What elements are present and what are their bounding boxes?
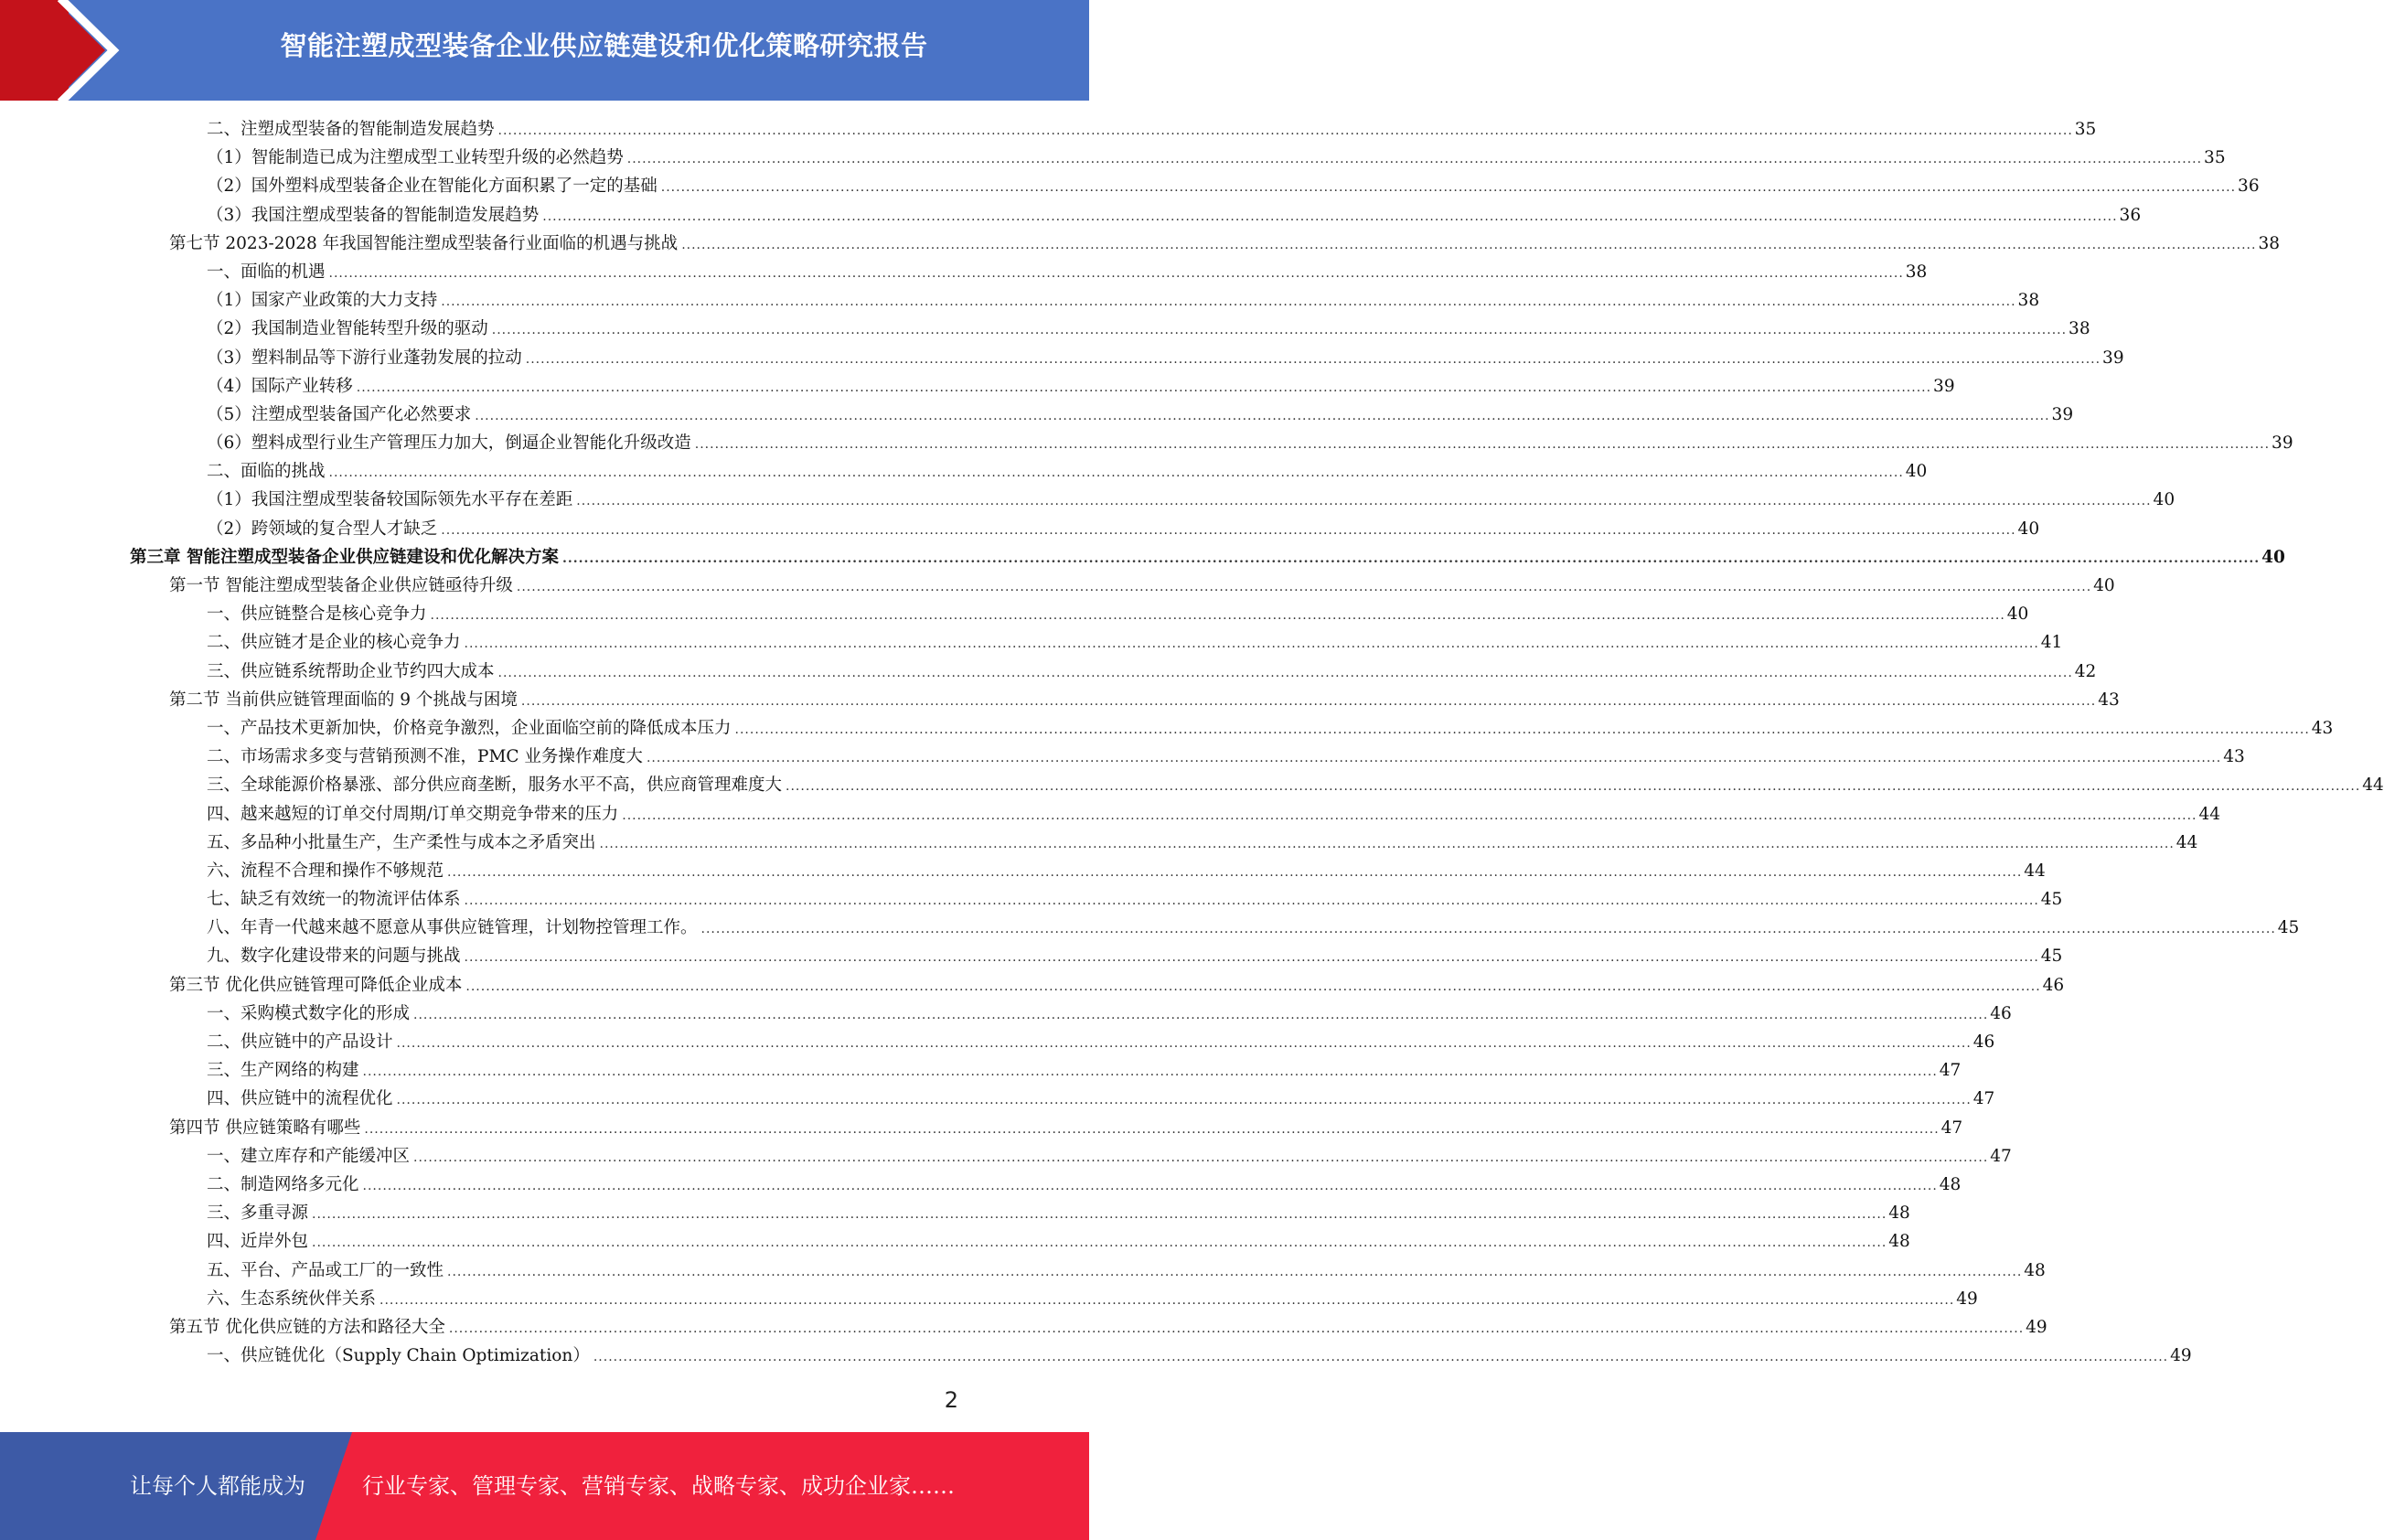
toc-dot-leader [312,1201,1887,1229]
document-title: 智能注塑成型装备企业供应链建设和优化策略研究报告 [280,30,928,61]
toc-entry[interactable] [0,1257,2046,1285]
toc-entry[interactable] [0,1227,1910,1256]
toc-entry-page: 44 [2362,775,2384,796]
toc-entry-page: 39 [2051,404,2074,424]
toc-entry-title: （5）注塑成型装备国产化必然要求 [207,404,472,424]
toc-entry[interactable] [0,771,2384,799]
toc-entry-page: 40 [2153,490,2176,510]
toc-entry-title: 二、供应链中的产品设计 [207,1032,393,1052]
toc-entry-title: 三、全球能源价格暴涨、部分供应商垄断，服务水平不高，供应商管理难度大 [207,775,783,796]
toc-dot-leader [441,517,2015,545]
toc-dot-leader [695,431,2270,459]
toc-dot-leader [465,973,2040,1001]
page-header [0,0,1089,101]
toc-entry[interactable] [0,658,2097,686]
toc-entry-page: 39 [1933,376,1955,396]
toc-entry-page: 47 [1972,1089,1995,1109]
toc-dot-leader [475,402,2049,431]
toc-dot-leader [449,1315,2024,1343]
toc-entry-title: （3）塑料制品等下游行业蓬勃发展的拉动 [207,348,522,368]
toc-dot-leader [329,459,1904,487]
toc-entry-title: 第二节 当前供应链管理面临的 9 个挑战与困境 [169,690,518,710]
toc-entry[interactable] [0,1114,1963,1142]
footer-slogan-right: 行业专家、管理专家、营销专家、战略专家、成功企业家…… [362,1473,955,1499]
toc-dot-leader [312,1229,1887,1257]
toc-entry-page: 46 [2042,975,2065,995]
toc-entry-title: （2）我国制造业智能转型升级的驱动 [207,319,488,339]
toc-entry-page: 41 [2040,633,2063,653]
toc-dot-leader [380,1287,1954,1315]
toc-entry-page: 44 [2024,861,2046,881]
toc-dot-leader [329,260,1904,288]
toc-entry[interactable] [0,914,2300,942]
toc-entry[interactable] [0,457,1928,486]
toc-entry-page: 40 [2017,519,2040,539]
toc-dot-leader [661,174,2236,202]
toc-dot-leader [498,117,2073,145]
toc-entry[interactable] [0,857,2046,885]
toc-entry-title: （2）跨领域的复合型人才缺乏 [207,519,438,539]
toc-entry-page: 48 [1888,1203,1910,1224]
toc-entry-page: 38 [2017,291,2040,311]
toc-entry[interactable] [0,1142,2012,1171]
toc-entry-title: 三、多重寻源 [207,1203,309,1224]
toc-entry-page: 38 [2258,233,2280,253]
toc-entry[interactable] [0,1000,2012,1028]
toc-entry-title: 四、近岸外包 [207,1232,309,1252]
toc-dot-leader [447,859,2022,887]
toc-entry[interactable] [0,286,2040,315]
toc-dot-leader [521,688,2096,716]
toc-entry-page: 40 [1905,462,1928,482]
toc-entry-page: 42 [2074,661,2097,681]
toc-dot-leader [363,1172,1938,1201]
toc-entry-title: 九、数字化建设带来的问题与挑战 [207,946,461,967]
toc-entry-title: 三、供应链系统帮助企业节约四大成本 [207,661,495,681]
toc-dot-leader [576,487,2151,516]
toc-entry-page: 48 [1888,1232,1910,1252]
toc-dot-leader [681,231,2256,260]
toc-entry[interactable] [0,372,1955,401]
toc-dot-leader [647,744,2221,773]
toc-entry-title: 一、建立库存和产能缓冲区 [207,1146,411,1166]
toc-dot-leader [441,288,2015,316]
toc-entry[interactable] [0,971,2065,1000]
toc-entry-title: 一、供应链整合是核心竞争力 [207,604,427,625]
toc-dot-leader [786,773,2360,801]
toc-entry-title: 五、平台、产品或工厂的一致性 [207,1260,444,1280]
toc-entry-page: 49 [2170,1346,2192,1366]
page-number: 2 [944,1387,958,1413]
toc-entry[interactable] [0,1199,1910,1227]
toc-dot-leader [465,630,2039,658]
toc-entry[interactable] [0,115,2097,144]
toc-entry-title: 一、采购模式数字化的形成 [207,1003,411,1023]
toc-entry[interactable] [0,1085,1995,1113]
toc-entry[interactable] [0,1171,1962,1199]
toc-entry-page: 43 [2098,690,2120,710]
toc-dot-leader [600,830,2175,859]
toc-entry[interactable] [0,172,2260,200]
toc-dot-leader [413,1144,1988,1172]
toc-entry-page: 43 [2311,718,2334,738]
toc-entry-title: 第四节 供应链策略有哪些 [169,1118,361,1138]
toc-entry-page: 36 [2238,176,2260,197]
toc-entry-title: （2）国外塑料成型装备企业在智能化方面积累了一定的基础 [207,176,657,197]
toc-entry[interactable] [0,201,2142,230]
toc-entry-title: 二、面临的挑战 [207,462,326,482]
toc-entry-title: 六、流程不合理和操作不够规范 [207,861,444,881]
toc-entry-page: 40 [2093,576,2115,595]
toc-entry[interactable] [0,600,2029,628]
toc-entry-title: 第一节 智能注塑成型装备企业供应链亟待升级 [169,576,513,595]
toc-entry-title: 二、制造网络多元化 [207,1174,359,1194]
toc-dot-leader [498,659,2073,688]
toc-entry-title: （1）我国注塑成型装备较国际领先水平存在差距 [207,490,573,510]
toc-entry-page: 48 [2024,1260,2046,1280]
toc-entry-title: 二、供应链才是企业的核心竞争力 [207,633,461,653]
toc-entry[interactable] [0,800,2221,829]
toc-entry-page: 49 [1956,1289,1978,1309]
toc-entry-page: 43 [2223,747,2245,767]
toc-entry-page: 47 [1939,1061,1962,1081]
toc-entry[interactable] [0,829,2198,857]
toc-entry-page: 46 [1972,1032,1995,1052]
toc-entry-title: 五、多品种小批量生产，生产柔性与成本之矛盾突出 [207,832,596,852]
toc-entry-page: 39 [2102,348,2124,368]
toc-dot-leader [622,802,2197,830]
toc-entry[interactable] [0,628,2063,657]
toc-entry-title: 第三节 优化供应链管理可降低企业成本 [169,975,463,995]
toc-entry-title: （4）国际产业转移 [207,376,353,396]
toc-entry[interactable] [0,1056,1962,1085]
toc-dot-leader [363,1058,1938,1086]
toc-entry-page: 40 [2006,604,2029,625]
toc-entry[interactable] [0,429,2293,457]
toc-entry[interactable] [0,486,2176,514]
toc-entry[interactable] [0,515,2040,543]
toc-dot-leader [542,203,2117,231]
toc-entry-page: 44 [2198,804,2221,824]
toc-entry[interactable] [0,885,2063,914]
toc-dot-leader [397,1030,1972,1058]
toc-dot-leader [526,346,2101,374]
toc-entry-page: 35 [2204,148,2226,168]
toc-entry-title: 第五节 优化供应链的方法和路径大全 [169,1317,445,1337]
toc-entry-title: （6）塑料成型行业生产管理压力加大，倒逼企业智能化升级改造 [207,433,691,454]
toc-dot-leader [465,887,2039,915]
toc-entry-page: 44 [2176,832,2198,852]
toc-entry[interactable] [0,315,2090,343]
toc-entry-title: 四、供应链中的流程优化 [207,1089,393,1109]
toc-entry-page: 35 [2074,120,2097,139]
toc-dot-leader [562,545,2260,573]
toc-entry-page: 47 [1940,1118,1963,1138]
toc-entry-title: （3）我国注塑成型装备的智能制造发展趋势 [207,205,540,225]
toc-dot-leader [492,316,2067,345]
toc-dot-leader [413,1001,1988,1030]
toc-entry-title: 一、面临的机遇 [207,262,326,282]
toc-entry-page: 38 [1905,262,1928,282]
page-footer [0,1432,1089,1540]
toc-entry-page: 40 [2261,547,2285,567]
toc-entry-page: 45 [2040,890,2063,910]
toc-entry[interactable] [0,344,2124,372]
toc-dot-leader [397,1086,1972,1115]
toc-entry[interactable] [0,1285,1978,1313]
toc-entry-title: 四、越来越短的订单交付周期/订单交期竞争带来的压力 [207,804,619,824]
toc-dot-leader [364,1116,1939,1144]
toc-dot-leader [593,1343,2168,1372]
toc-entry[interactable] [0,401,2074,429]
toc-dot-leader [465,944,2039,972]
toc-entry-title: 二、注塑成型装备的智能制造发展趋势 [207,120,495,139]
toc-entry[interactable] [0,942,2063,970]
toc-entry-title: 八、年青一代越来越不愿意从事供应链管理，计划物控管理工作。 [207,918,698,938]
toc-entry[interactable] [0,714,2334,743]
toc-entry[interactable] [0,1028,1995,1056]
toc-entry[interactable] [0,1313,2047,1342]
toc-entry-title: （1）智能制造已成为注塑成型工业转型升级的必然趋势 [207,148,624,168]
toc-entry-page: 48 [1939,1174,1962,1194]
toc-entry[interactable] [0,543,2285,572]
toc-dot-leader [447,1258,2022,1287]
toc-dot-leader [357,374,1931,402]
toc-dot-leader [431,602,2005,630]
toc-entry-page: 38 [2069,319,2090,339]
table-of-contents [0,115,2384,1370]
toc-entry-page: 39 [2272,433,2293,454]
toc-entry[interactable] [0,144,2226,172]
toc-entry-page: 46 [1990,1003,2012,1023]
toc-entry-page: 36 [2119,205,2142,225]
toc-entry-title: 二、市场需求多变与营销预测不准，PMC 业务操作难度大 [207,747,643,767]
toc-entry[interactable] [0,258,1928,286]
toc-entry-title: 三、生产网络的构建 [207,1061,359,1081]
toc-entry-title: （1）国家产业政策的大力支持 [207,291,438,311]
toc-entry-title: 一、产品技术更新加快，价格竞争激烈，企业面临空前的降低成本压力 [207,718,732,738]
toc-dot-leader [701,915,2276,944]
toc-entry-title: 第三章 智能注塑成型装备企业供应链建设和优化解决方案 [130,547,559,567]
toc-entry-title: 七、缺乏有效统一的物流评估体系 [207,890,461,910]
toc-entry[interactable] [0,230,2280,258]
toc-entry-page: 47 [1990,1146,2012,1166]
toc-dot-leader [627,145,2202,174]
toc-dot-leader [517,573,2091,602]
toc-entry[interactable] [0,743,2245,771]
toc-dot-leader [735,716,2310,744]
toc-entry[interactable] [0,572,2115,600]
toc-entry-page: 45 [2277,918,2300,938]
footer-slogan-left: 让每个人都能成为 [130,1473,305,1499]
toc-entry[interactable] [0,1342,2192,1370]
header-chevron-shape [0,0,146,101]
toc-entry-page: 49 [2026,1317,2047,1337]
toc-entry[interactable] [0,686,2120,714]
toc-entry-title: 六、生态系统伙伴关系 [207,1289,377,1309]
toc-entry-title: 第七节 2023-2028 年我国智能注塑成型装备行业面临的机遇与挑战 [169,233,679,253]
toc-entry-title: 一、供应链优化（Supply Chain Optimization） [207,1346,590,1366]
toc-entry-page: 45 [2040,946,2063,967]
